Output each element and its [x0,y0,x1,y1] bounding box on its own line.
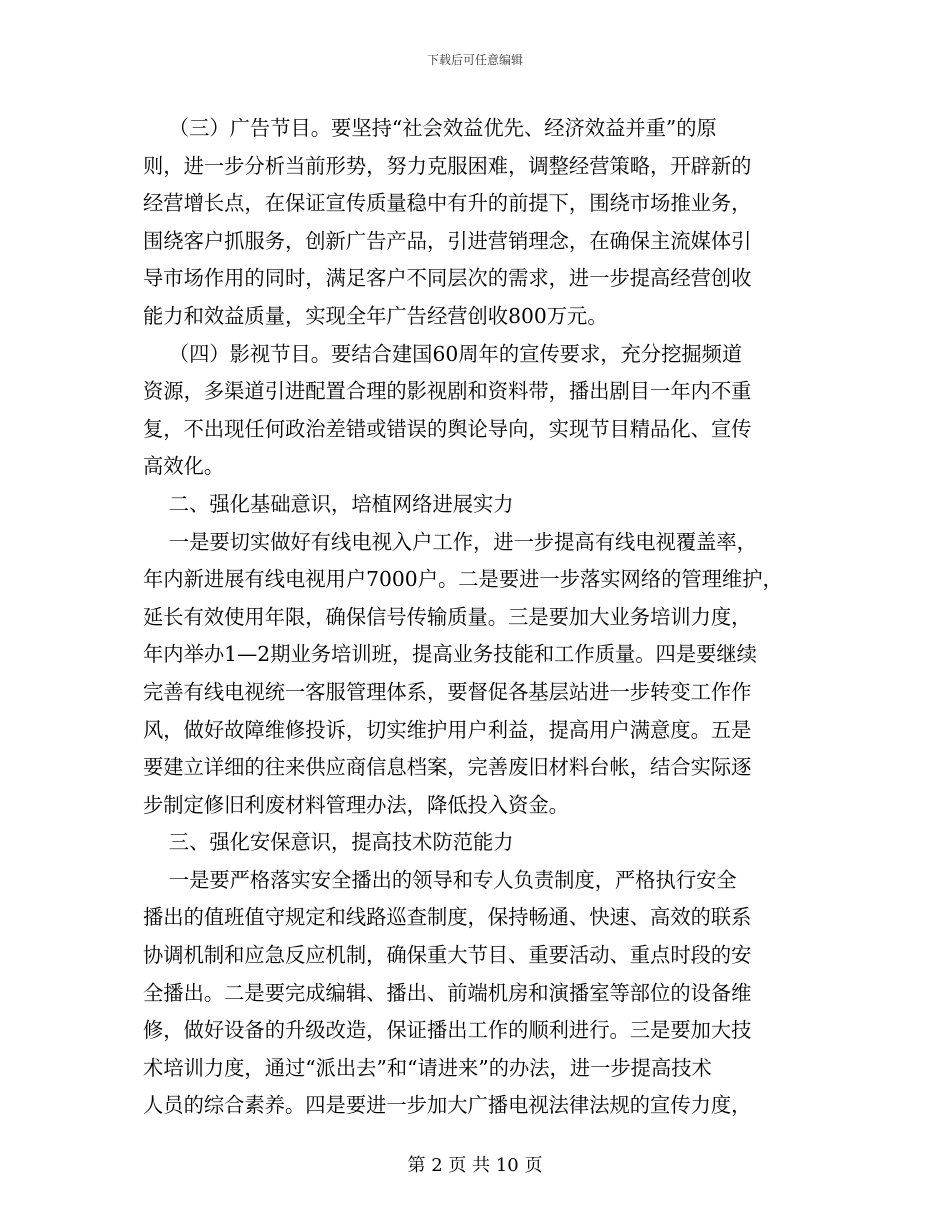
text-line: 术培训力度，通过“派出去”和“请进来”的办法，进一步提高技术 [143,1055,712,1080]
text-line: （三）广告节目。要坚持“社会效益优先、经济效益并重”的原 [143,116,717,140]
text-line: （四）影视节目。要结合建国60周年的宣传要求，充分挖掘频道 [143,341,743,366]
text-line: 资源，多渠道引进配置合理的影视剧和资料带，播出剧目一年内不重 [143,379,752,404]
text-line: 协调机制和应急反应机制，确保重大节目、重要活动、重点时段的安 [143,943,752,968]
text-line: 延长有效使用年限，确保信号传输质量。三是要加大业务培训力度， [143,604,752,629]
text-line: 全播出。二是要完成编辑、播出、前端机房和演播室等部位的设备维 [143,980,752,1005]
text-line: 年内举办1—2期业务培训班，提高业务技能和工作质量。四是要继续 [143,642,757,667]
page-header: 下载后可任意编辑 [426,53,523,67]
text-line: 播出的值班值守规定和线路巡查制度，保持畅通、快速、高效的联系 [143,905,752,930]
text-line: 围绕客户抓服务，创新广告产品，引进营销理念，在确保主流媒体引 [143,228,752,253]
text-line: 风，做好故障维修投诉，切实维护用户利益，提高用户满意度。五是 [143,717,752,742]
text-line: 复，不出现任何政治差错或错误的舆论导向，实现节目精品化、宣传 [143,416,752,441]
page-footer: 第 2 页 共 10 页 [407,1155,543,1176]
text-line: 导市场作用的同时，满足客户不同层次的需求，进一步提高经营创收 [143,266,752,291]
section-heading: 三、强化安保意识，提高技术防范能力 [143,830,514,855]
section-heading: 二、强化基础意识，培植网络进展实力 [143,491,514,516]
text-line: 经营增长点，在保证宣传质量稳中有升的前提下，围绕市场推业务， [143,191,752,216]
text-line: 完善有线电视统一客服管理体系，要督促各基层站进一步转变工作作 [143,679,752,704]
text-line: 高效化。 [143,454,225,479]
text-line: 年内新进展有线电视用户7000户。二是要进一步落实网络的管理维护， [143,567,783,592]
text-line: 则，进一步分析当前形势，努力克服困难，调整经营策略，开辟新的 [143,153,752,178]
text-line: 人员的综合素养。四是要进一步加大广播电视法律法规的宣传力度， [143,1093,752,1118]
text-line: 能力和效益质量，实现全年广告经营创收800万元。 [143,303,608,328]
document-body [143,110,813,1125]
text-line: 要建立详细的往来供应商信息档案，完善废旧材料台帐，结合实际逐 [143,755,752,780]
text-line: 一是要严格落实安全播出的领导和专人负责制度，严格执行安全 [143,867,737,892]
text-line: 步制定修旧利废材料管理办法，降低投入资金。 [143,792,569,817]
text-line: 修，做好设备的升级改造，保证播出工作的顺利进行。三是要加大技 [143,1018,752,1043]
text-line: 一是要切实做好有线电视入户工作，进一步提高有线电视覆盖率， [143,529,757,554]
